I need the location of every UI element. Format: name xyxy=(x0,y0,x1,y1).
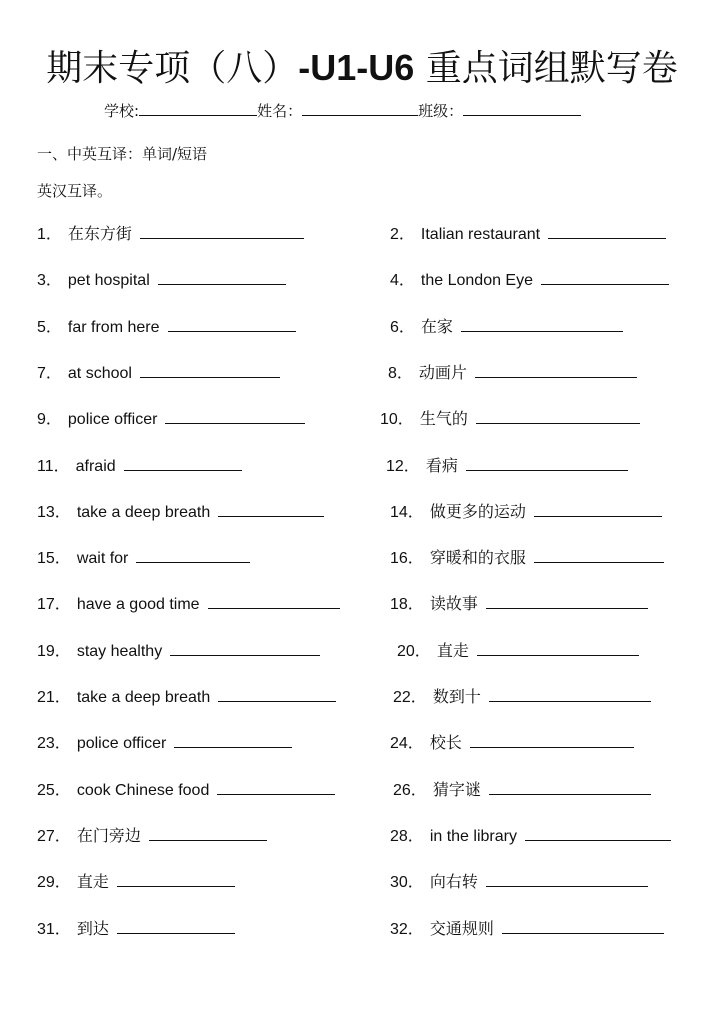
item-number: 17． xyxy=(37,596,71,614)
name-label: 姓名： xyxy=(257,102,303,120)
answer-blank[interactable] xyxy=(486,872,648,887)
item-text: police officer xyxy=(67,411,158,429)
item-text: wait for xyxy=(76,550,129,568)
answer-blank[interactable] xyxy=(124,456,242,471)
item-text: 向右转 xyxy=(429,874,478,892)
exercise-item xyxy=(390,499,662,522)
exercise-item xyxy=(393,777,651,800)
answer-blank[interactable] xyxy=(140,363,280,378)
item-number: 3． xyxy=(37,272,62,290)
exercise-item xyxy=(390,221,666,244)
exercise-item xyxy=(37,360,280,383)
school-label: 学校: xyxy=(104,102,140,120)
exercise-item xyxy=(37,591,340,614)
student-info-line xyxy=(104,100,581,121)
item-number: 20． xyxy=(397,642,431,660)
item-text: far from here xyxy=(67,318,160,336)
item-number: 12． xyxy=(386,457,420,475)
answer-blank[interactable] xyxy=(218,687,336,702)
exercise-item xyxy=(37,823,267,846)
item-number: 8． xyxy=(388,364,413,382)
exercise-item xyxy=(380,406,640,429)
item-number: 4． xyxy=(390,272,415,290)
answer-blank[interactable] xyxy=(486,594,648,609)
exercise-item xyxy=(390,267,669,290)
answer-blank[interactable] xyxy=(534,502,662,517)
item-number: 7． xyxy=(37,364,62,382)
item-text: pet hospital xyxy=(67,272,150,290)
item-text: 在家 xyxy=(420,318,453,336)
item-text: take a deep breath xyxy=(76,503,211,521)
answer-blank[interactable] xyxy=(208,594,340,609)
item-text: 在门旁边 xyxy=(76,827,141,845)
item-number: 1． xyxy=(37,226,62,243)
answer-blank[interactable] xyxy=(541,270,669,285)
answer-blank[interactable] xyxy=(218,502,324,517)
item-number: 9． xyxy=(37,411,62,429)
item-number: 2． xyxy=(390,226,415,243)
item-number: 29． xyxy=(37,874,71,892)
item-text: 看病 xyxy=(425,457,458,475)
exercise-item xyxy=(37,869,235,892)
exercise-item xyxy=(390,591,648,614)
item-number: 23． xyxy=(37,735,71,753)
exercise-item xyxy=(37,545,250,568)
exercise-item xyxy=(37,453,242,476)
title-chinese-prefix: 期末专项（八） xyxy=(46,48,299,89)
exercise-item xyxy=(388,360,637,383)
answer-blank[interactable] xyxy=(217,780,335,795)
item-text: 交通规则 xyxy=(429,920,494,938)
answer-blank[interactable] xyxy=(548,224,666,239)
exercise-item xyxy=(37,314,296,337)
exercise-item xyxy=(37,267,286,290)
item-text: take a deep breath xyxy=(76,689,211,706)
item-number: 10． xyxy=(380,411,414,429)
exercise-item xyxy=(390,730,634,753)
item-text: 穿暖和的衣服 xyxy=(429,550,526,568)
item-text: 直走 xyxy=(436,642,469,660)
item-text: police officer xyxy=(76,735,167,753)
item-text: 直走 xyxy=(76,874,109,892)
exercise-item xyxy=(390,916,664,939)
exercise-item xyxy=(390,869,648,892)
answer-blank[interactable] xyxy=(149,826,267,841)
item-number: 13． xyxy=(37,503,71,521)
item-number: 18． xyxy=(390,596,424,614)
answer-blank[interactable] xyxy=(489,687,651,702)
answer-blank[interactable] xyxy=(117,919,235,934)
exercise-item xyxy=(37,221,304,244)
item-number: 32． xyxy=(390,920,424,938)
item-text: stay healthy xyxy=(76,642,163,660)
exercise-item xyxy=(386,453,628,476)
answer-blank[interactable] xyxy=(477,641,639,656)
answer-blank[interactable] xyxy=(470,733,634,748)
item-number: 25． xyxy=(37,781,71,799)
item-number: 26． xyxy=(393,781,427,799)
item-text: Italian restaurant xyxy=(420,226,541,243)
item-number: 28． xyxy=(390,827,424,845)
answer-blank[interactable] xyxy=(165,409,305,424)
school-blank[interactable] xyxy=(139,101,257,116)
item-number: 24． xyxy=(390,735,424,753)
exercise-item xyxy=(37,730,292,753)
title-units: -U1-U6 xyxy=(298,47,415,88)
item-text: cook Chinese food xyxy=(76,781,210,799)
exercise-item xyxy=(397,638,639,661)
answer-blank[interactable] xyxy=(525,826,671,841)
answer-blank[interactable] xyxy=(534,548,664,563)
item-number: 15． xyxy=(37,550,71,568)
section-heading: 一、中英互译：单词/短语 xyxy=(37,145,208,163)
item-number: 6． xyxy=(390,318,415,336)
class-label: 班级： xyxy=(418,102,464,120)
item-number: 21． xyxy=(37,689,71,706)
item-text: the London Eye xyxy=(420,272,533,290)
exercise-item xyxy=(37,684,336,707)
instruction: 英汉互译。 xyxy=(37,182,113,200)
item-number: 27． xyxy=(37,827,71,845)
answer-blank[interactable] xyxy=(140,224,304,239)
item-text: 读故事 xyxy=(429,596,478,614)
item-text: at school xyxy=(67,364,132,382)
name-blank[interactable] xyxy=(302,101,418,116)
answer-blank[interactable] xyxy=(502,919,664,934)
exercise-item xyxy=(37,638,320,661)
item-number: 22． xyxy=(393,689,427,706)
item-number: 31． xyxy=(37,920,71,938)
class-blank[interactable] xyxy=(463,101,581,116)
answer-blank[interactable] xyxy=(489,780,651,795)
answer-blank[interactable] xyxy=(170,641,320,656)
item-text: 在东方街 xyxy=(67,226,132,243)
item-text: in the library xyxy=(429,827,517,845)
exercise-item xyxy=(393,684,651,707)
item-text: 校长 xyxy=(429,735,462,753)
item-text: 数到十 xyxy=(432,689,481,706)
item-number: 5． xyxy=(37,318,62,336)
item-text: 猜字谜 xyxy=(432,781,481,799)
page-title xyxy=(0,40,724,91)
item-number: 14． xyxy=(390,503,424,521)
item-number: 16． xyxy=(390,550,424,568)
exercise-item xyxy=(390,823,671,846)
exercise-item xyxy=(390,545,664,568)
item-text: 到达 xyxy=(76,920,109,938)
answer-blank[interactable] xyxy=(168,317,296,332)
item-text: 做更多的运动 xyxy=(429,503,526,521)
answer-blank[interactable] xyxy=(136,548,250,563)
answer-blank[interactable] xyxy=(158,270,286,285)
exercise-item xyxy=(37,916,235,939)
item-number: 19． xyxy=(37,642,71,660)
item-number: 11． xyxy=(37,457,70,475)
answer-blank[interactable] xyxy=(475,363,637,378)
answer-blank[interactable] xyxy=(461,317,623,332)
item-text: 生气的 xyxy=(419,411,468,429)
exercise-item xyxy=(37,777,335,800)
answer-blank[interactable] xyxy=(466,456,628,471)
title-chinese-suffix: 重点词组默写卷 xyxy=(414,48,678,89)
item-number: 30． xyxy=(390,874,424,892)
item-text: afraid xyxy=(75,457,116,475)
exercise-item xyxy=(37,406,305,429)
answer-blank[interactable] xyxy=(174,733,292,748)
exercise-item xyxy=(390,314,623,337)
answer-blank[interactable] xyxy=(117,872,235,887)
exercise-item xyxy=(37,499,324,522)
item-text: have a good time xyxy=(76,596,200,614)
item-text: 动画片 xyxy=(418,364,467,382)
answer-blank[interactable] xyxy=(476,409,640,424)
